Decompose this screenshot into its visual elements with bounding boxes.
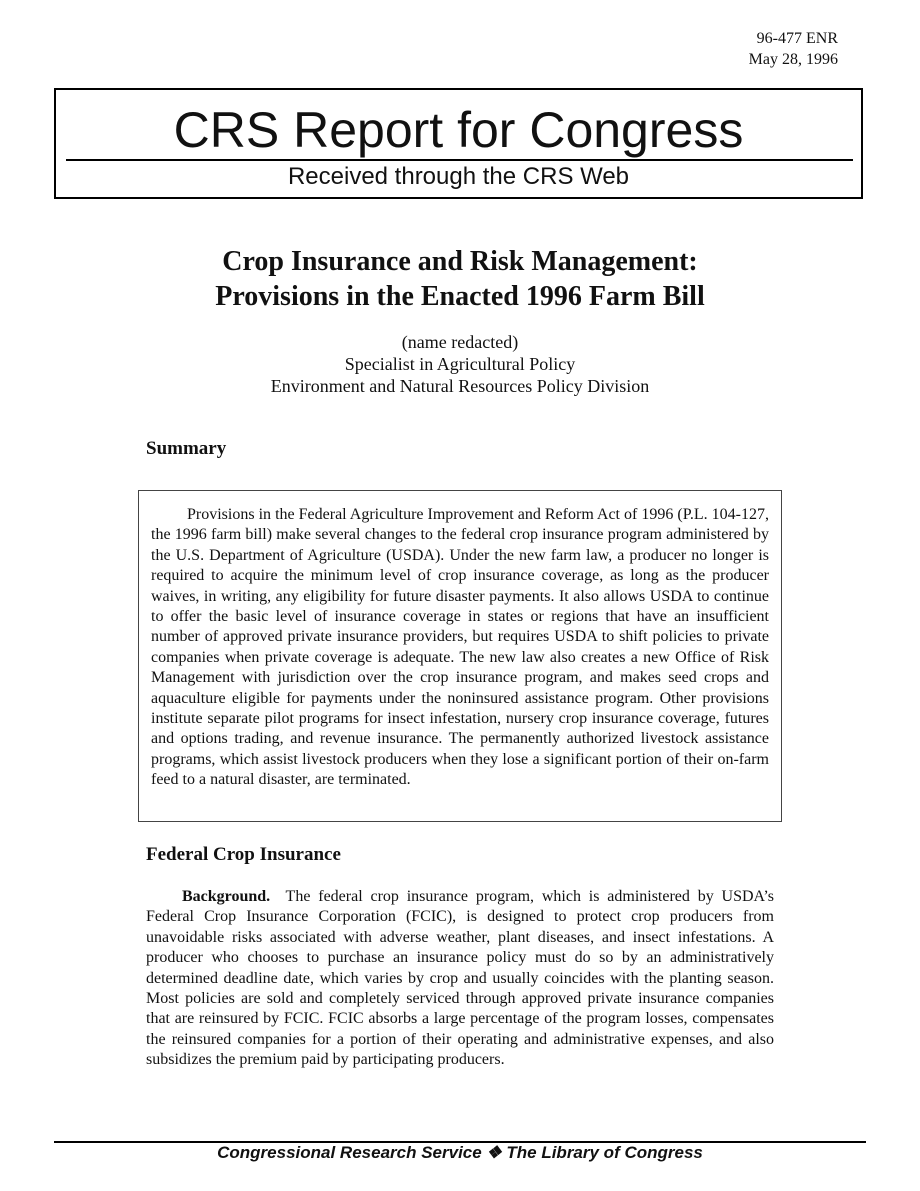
summary-text: Provisions in the Federal Agriculture Improvement and Reform Act of 1996 (P.L. 104-127, the 1996 farm bill) make several changes to the federal crop insurance program administered by the U.S. Department of Agriculture (USDA). Under the new farm law, a producer no longer is required to acquire the minimum level of crop insurance coverage, as long as the producer waives, in writing, any eligibility for future disaster payments. It also allows USDA to continue to offer the basic level of insurance coverage in states or regions that have an insufficient number of approved private insurance providers, but requires USDA to shift policies to private companies when private coverage is adequate. The new law also creates a new Office of Risk Management with jurisdiction over the crop insurance program, and makes seed crops and aquaculture eligible for payments under the noninsured assistance program. Other provisions institute separate pilot programs for insect infestation, nursery crop insurance coverage, futures and options trading, and revenue insurance. The permanently authorized livestock assistance programs, which assist livestock producers when they lose a significant portion of their on-farm feed to a natural disaster, are terminated. [151,506,769,789]
crs-header-title: CRS Report for Congress [173,102,744,158]
report-date: May 28, 1996 [748,51,838,68]
footer-text: Congressional Research Service ❖ The Library of Congress [217,1143,703,1162]
federal-crop-insurance-heading: Federal Crop Insurance [146,844,341,865]
summary-box [138,490,782,822]
author-block [0,331,920,397]
report-title-line-2: Provisions in the Enacted 1996 Farm Bill [215,281,705,312]
report-identifier [749,28,838,70]
author-name: (name redacted) [401,332,519,352]
background-label: Background. [182,888,271,905]
author-position: Specialist in Agricultural Policy [344,354,576,374]
header-divider [66,159,853,161]
crs-header-subtitle: Received through the CRS Web [287,163,630,190]
report-title [0,244,920,314]
report-number: 96-477 ENR [756,30,838,47]
background-paragraph [146,887,774,1071]
author-division: Environment and Natural Resources Policy Division [270,376,650,396]
crs-header-box [54,88,863,199]
background-text: The federal crop insurance program, which is administered by USDA’s Federal Crop Insurance Corporation (FCIC), is designed to protect crop producers from unavoidable risks associated with adverse weather, plant diseases, and insect infestations. A producer who chooses to purchase an insurance policy must do so by an administratively determined deadline date, which varies by crop and usually coincides with the planting season. Most policies are sold and completely serviced through approved private insurance companies that are reinsured by FCIC. FCIC absorbs a large percentage of the program losses, compensates the reinsured companies for a portion of their operating and administrative expenses, and also subsidizes the premium paid by participating producers. [146,888,775,1069]
summary-heading: Summary [146,438,227,459]
report-title-line-1: Crop Insurance and Risk Management: [222,246,698,277]
